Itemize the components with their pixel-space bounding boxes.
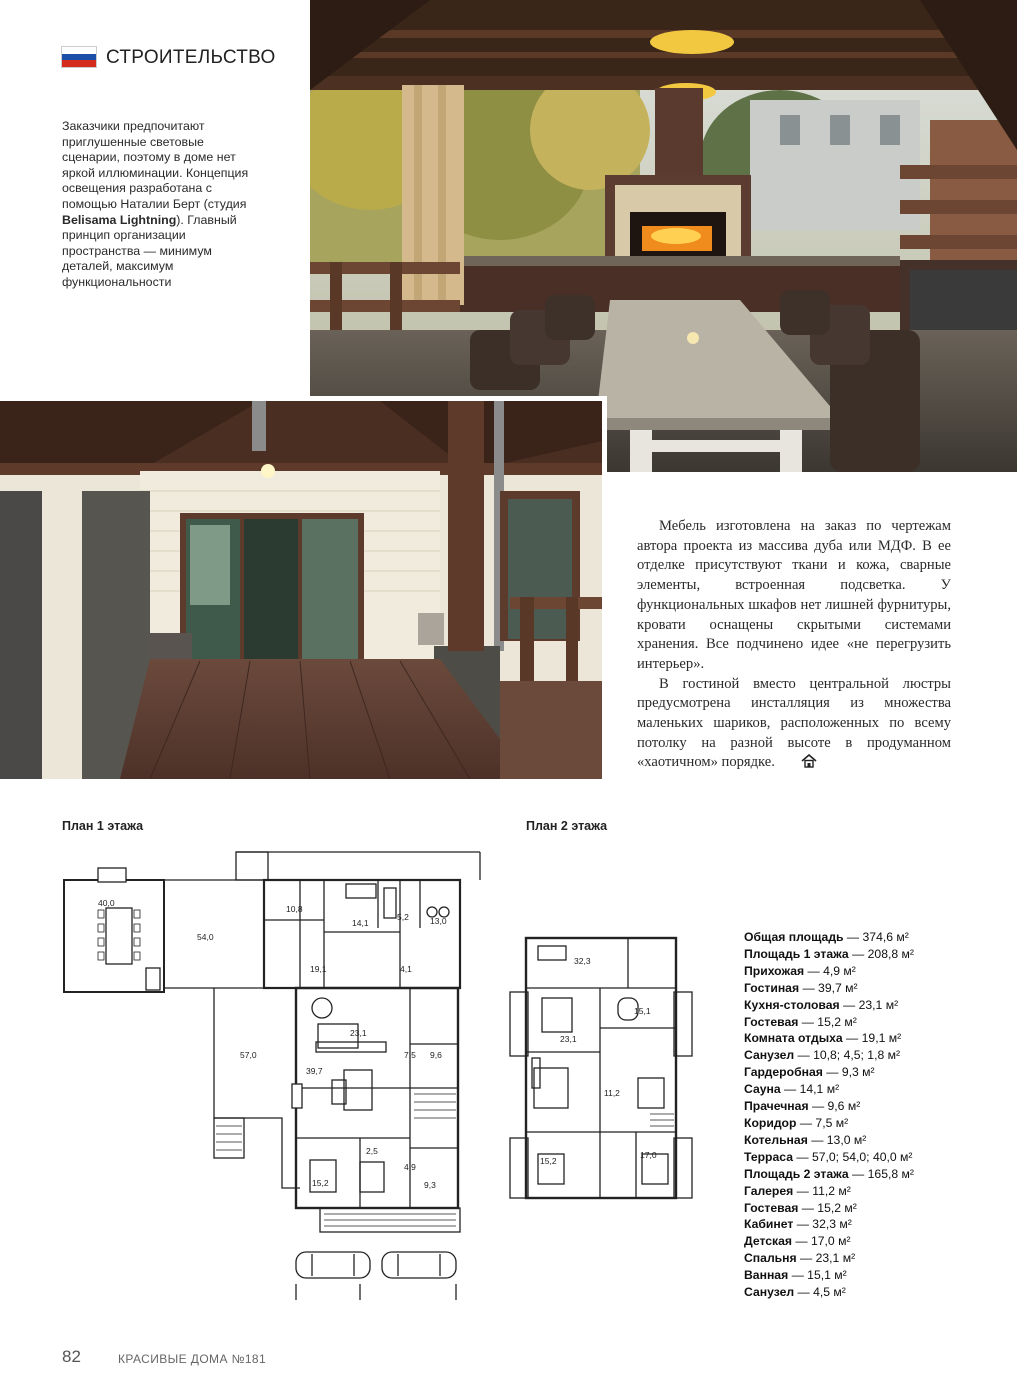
area-row: [744, 997, 984, 1014]
area-value: — 15,2 м²: [798, 1014, 857, 1029]
area-row: [744, 1047, 984, 1064]
room-area-label: 17,0: [640, 1150, 657, 1160]
room-area-label: 9,3: [424, 1180, 436, 1190]
area-row: [744, 1233, 984, 1250]
veranda-photo: [0, 396, 607, 779]
room-area-label: 39,7: [306, 1066, 323, 1076]
area-value: — 19,1 м²: [842, 1031, 902, 1046]
area-room-name: Гостевая: [744, 1200, 799, 1215]
area-list: [744, 929, 984, 1301]
area-value: — 374,6 м²: [843, 930, 909, 944]
area-value: — 165,8 м²: [848, 1166, 914, 1181]
page-number: 82: [62, 1347, 81, 1366]
floor2-plan-label: План 2 этажа: [526, 819, 608, 833]
area-room-name: Детская: [744, 1234, 793, 1249]
room-area-label: 4,1: [400, 964, 412, 974]
area-row: [744, 1132, 984, 1149]
room-area-label: 11,2: [604, 1088, 620, 1098]
room-area-label: 14,1: [352, 918, 369, 928]
room-area-label: 2,5: [366, 1146, 378, 1156]
area-room-name: Прихожая: [744, 963, 805, 978]
room-area-label: 23,1: [560, 1034, 577, 1044]
floor1-plan: [60, 848, 490, 1308]
area-row: [744, 1284, 984, 1301]
area-row: [744, 1064, 984, 1081]
room-area-label: 40,0: [98, 898, 115, 908]
area-room-name: Гостевая: [744, 1014, 799, 1029]
area-value: — 23,1 м²: [796, 1251, 856, 1266]
area-row: [744, 1200, 984, 1217]
area-room-name: Кабинет: [744, 1217, 794, 1232]
area-row: [744, 980, 984, 997]
room-area-label: 32,3: [574, 956, 591, 966]
area-value: — 23,1 м²: [839, 997, 899, 1012]
area-value: — 17,0 м²: [792, 1234, 851, 1249]
area-value: — 15,1 м²: [788, 1268, 847, 1283]
area-value: — 9,6 м²: [808, 1099, 861, 1114]
russian-flag-icon: [62, 47, 96, 67]
room-area-label: 10,8: [286, 904, 303, 914]
area-row: [744, 1149, 984, 1166]
article-text: [637, 517, 951, 775]
room-area-label: 5,2: [397, 912, 409, 922]
area-row: [744, 1216, 984, 1233]
area-value: — 13,0 м²: [807, 1132, 867, 1147]
area-room-name: Кухня-столовая: [744, 997, 840, 1012]
area-value: — 39,7 м²: [799, 980, 858, 995]
caption-studio: Belisama Lightning: [62, 212, 177, 227]
magazine-title: КРАСИВЫЕ ДОМА №181: [118, 1352, 267, 1366]
caption-text-after: ). Главный принцип организации пространства — минимум деталей, максимум функциональности: [62, 212, 237, 289]
area-value: — 15,2 м²: [798, 1200, 857, 1215]
area-row: [744, 1115, 984, 1132]
house-end-icon: [779, 754, 817, 775]
area-room-name: Котельная: [744, 1132, 808, 1147]
area-room-name: Ванная: [744, 1268, 789, 1283]
room-area-label: 57,0: [240, 1050, 257, 1060]
area-room-name: Коридор: [744, 1115, 797, 1130]
area-row: [744, 929, 984, 946]
area-row: [744, 1081, 984, 1098]
area-room-name: Гостиная: [744, 980, 800, 995]
area-room-name: Общая площадь: [744, 930, 844, 944]
caption-text-before: Заказчики предпочитают приглушенные световые сценарии, поэтому в доме нет яркой иллюминации. Концепция освещения разработана с помощью Наталии Берт (студия: [62, 119, 249, 211]
area-room-name: Комната отдыха: [744, 1031, 843, 1046]
area-room-name: Гардеробная: [744, 1065, 823, 1080]
area-row: [744, 1098, 984, 1115]
article-paragraph: Мебель изготовлена на заказ по чертежам автора проекта из массива дуба или МДФ. В ее отделке присутствуют ткани и кожа, сварные элементы, встроенная подсветка. У функциональных шкафов нет лишней фурнитуры, кровати оснащены скрытыми системами хранения. Все подчинено идее «не перегрузить интерьер».: [637, 518, 951, 672]
room-area-label: 13,0: [430, 916, 447, 926]
room-area-label: 54,0: [197, 932, 214, 942]
area-value: — 7,5 м²: [796, 1115, 849, 1130]
room-area-label: 15,2: [312, 1178, 329, 1188]
room-area-label: 4,9: [404, 1162, 416, 1172]
area-room-name: Площадь 2 этажа: [744, 1166, 849, 1181]
area-row: [744, 1014, 984, 1031]
area-value: — 57,0; 54,0; 40,0 м²: [793, 1149, 913, 1164]
sidebar-caption: [62, 119, 262, 291]
area-value: — 32,3 м²: [793, 1217, 852, 1232]
floor1-plan-label: План 1 этажа: [62, 819, 144, 833]
area-room-name: Санузел: [744, 1048, 795, 1063]
area-room-name: Спальня: [744, 1251, 797, 1266]
area-value: — 4,5 м²: [794, 1285, 846, 1300]
area-room-name: Галерея: [744, 1183, 794, 1198]
area-row: [744, 1030, 984, 1047]
area-value: — 14,1 м²: [780, 1082, 840, 1097]
area-room-name: Прачечная: [744, 1099, 809, 1114]
area-row: [744, 1250, 984, 1267]
room-area-label: 7,5: [404, 1050, 416, 1060]
area-room-name: Сауна: [744, 1082, 781, 1097]
flag-stripe-white: [62, 47, 96, 54]
article-paragraph: [637, 675, 951, 776]
area-value: — 9,3 м²: [822, 1065, 875, 1080]
area-room-name: Санузел: [744, 1285, 795, 1300]
flag-stripe-red: [62, 60, 96, 67]
area-room-name: Терраса: [744, 1149, 793, 1164]
area-row: [744, 946, 984, 963]
article-paragraph-text: В гостиной вместо центральной люстры предусмотрена инсталляция из множества маленьких шариков, расположенных по всему потолку на разной высоте в продуманном «хаотичном» порядке.: [637, 675, 951, 771]
section-title: СТРОИТЕЛЬСТВО: [106, 47, 276, 68]
area-value: — 10,8; 4,5; 1,8 м²: [794, 1048, 901, 1063]
flag-stripe-blue: [62, 54, 96, 61]
area-room-name: Площадь 1 этажа: [744, 946, 849, 961]
area-row: [744, 1183, 984, 1200]
area-value: — 4,9 м²: [804, 963, 856, 978]
area-row: [744, 963, 984, 980]
room-area-label: 19,1: [310, 964, 327, 974]
room-area-label: 23,1: [350, 1028, 367, 1038]
area-value: — 11,2 м²: [793, 1183, 851, 1198]
area-row: [744, 1267, 984, 1284]
floor2-plan: [508, 928, 698, 1220]
room-area-label: 15,2: [540, 1156, 557, 1166]
area-row: [744, 1166, 984, 1183]
room-area-label: 15,1: [634, 1006, 651, 1016]
area-value: — 208,8 м²: [848, 946, 914, 961]
room-area-label: 9,6: [430, 1050, 442, 1060]
